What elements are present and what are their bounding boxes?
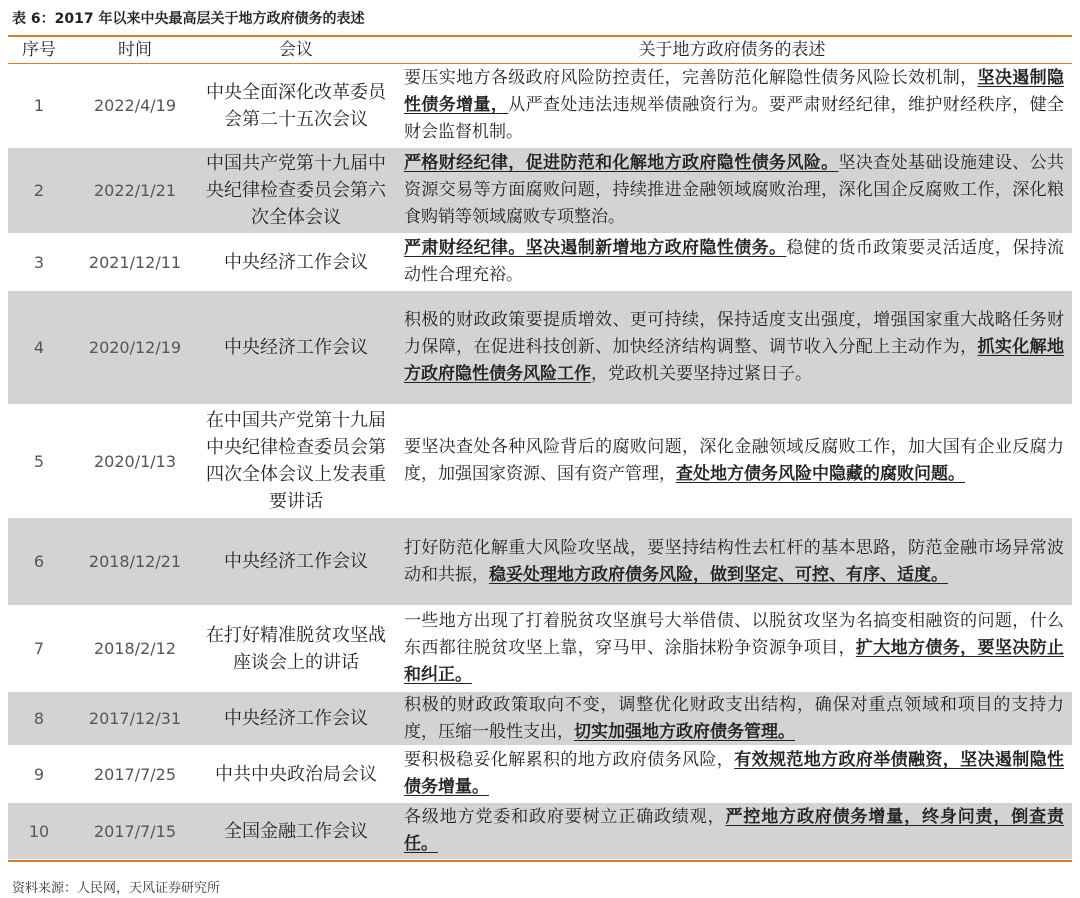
row-meeting: 中央经济工作会议 [224, 337, 368, 358]
table-row [8, 803, 1072, 860]
statement-emphasis: 查处地方债务风险中隐藏的腐败问题。 [676, 464, 965, 484]
row-statement [392, 606, 1072, 691]
row-num: 4 [33, 338, 45, 357]
row-meeting: 全国金融工作会议 [224, 820, 368, 842]
row-num: 5 [33, 451, 45, 471]
statement-emphasis: 抓实化解地方政府隐性债务风险工作 [404, 337, 1065, 384]
table-body [8, 64, 1072, 860]
header-statement: 关于地方政府债务的表述 [638, 40, 826, 60]
row-statement [392, 692, 1072, 745]
statement-emphasis: 坚决遏制隐性债务增量， [404, 68, 1065, 115]
statement-emphasis: 严控地方政府债务增量，终身问责，倒查责任。 [404, 807, 1064, 854]
row-date: 2018/12/21 [88, 552, 182, 571]
row-meeting: 中央经济工作会议 [224, 551, 368, 572]
table-row [8, 692, 1072, 746]
statement-emphasis: 严格财经纪律，促进防范和化解地方政府隐性债务风险。 [404, 153, 839, 173]
row-meeting: 中央全面深化改革委员会第二十五次会议 [206, 81, 386, 130]
row-statement [392, 405, 1072, 517]
row-num: 9 [33, 764, 45, 784]
statement-text: 从严查处违法违规举债融资行为。要严肃财经纪律，维护财经秩序，健全财会监督机制。 [404, 95, 1065, 142]
row-date: 2021/12/11 [88, 252, 182, 272]
row-date: 2017/7/25 [93, 764, 177, 784]
header-num: 序号 [22, 40, 56, 60]
statement-emphasis: 有效规范地方政府举债融资，坚决遏制隐性债务增量。 [404, 750, 1065, 797]
table-row [8, 64, 1072, 148]
table-header [8, 37, 1072, 64]
row-date: 2022/4/19 [93, 96, 177, 115]
row-statement [392, 803, 1072, 859]
row-meeting: 在打好精准脱贫攻坚战座谈会上的讲话 [206, 624, 386, 673]
row-date: 2017/12/31 [88, 709, 182, 728]
statement-text: 各级地方党委和政府要树立正确政绩观， [404, 807, 726, 827]
row-meeting: 中共中央政治局会议 [215, 763, 377, 785]
header-date: 时间 [118, 40, 152, 60]
row-date: 2022/1/21 [93, 181, 177, 200]
statement-emphasis: 严肃财经纪律。坚决遏制新增地方政府隐性债务。 [404, 238, 787, 258]
row-statement [392, 234, 1072, 290]
statement-emphasis: 稳妥处理地方政府债务风险，做到坚定、可控、有序、适度。 [489, 564, 948, 585]
row-meeting: 在中国共产党第十九届中央纪律检查委员会第四次全体会议上发表重要讲话 [206, 410, 386, 512]
row-num: 7 [33, 639, 45, 658]
table-row [8, 518, 1072, 606]
statement-text: 要积极稳妥化解累积的地方政府债务风险， [404, 750, 735, 770]
header-meeting: 会议 [279, 40, 313, 60]
row-meeting: 中国共产党第十九届中央纪律检查委员会第六次全体会议 [206, 153, 386, 228]
row-statement [392, 518, 1072, 605]
row-date: 2020/1/13 [93, 451, 177, 471]
row-statement [392, 148, 1072, 233]
statement-text: ，党政机关要坚持过紧日子。 [591, 364, 812, 384]
row-num: 1 [33, 96, 45, 115]
table-row [8, 291, 1072, 405]
row-meeting: 中央经济工作会议 [224, 251, 368, 273]
row-meeting: 中央经济工作会议 [224, 708, 368, 729]
statement-text: 打好防范化解重大风险攻坚战，要坚持结构性去杠杆的基本思路，防范金融市场异常波动和共振， [404, 537, 1064, 585]
statement-text: 稳健的货币政策要灵活适度，保持流动性合理充裕。 [404, 238, 1065, 285]
statement-text: 一些地方出现了打着脱贫攻坚旗号大举借债、以脱贫攻坚为名搞变相融资的问题，什么东西都往脱贫攻坚上靠，穿马甲、涂脂抹粉争资源争项目， [404, 611, 1064, 658]
table-row [8, 148, 1072, 234]
statement-text: 积极的财政政策取向不变，调整优化财政支出结构，确保对重点领域和项目的支持力度，压缩一般性支出， [404, 694, 1064, 742]
row-statement [392, 746, 1072, 802]
row-date: 2018/2/12 [93, 639, 177, 658]
statement-text: 要坚决查处各种风险背后的腐败问题，深化金融领域反腐败工作，加大国有企业反腐力度，加强国家资源、国有资产管理， [404, 437, 1064, 484]
statement-emphasis: 切实加强地方政府债务管理。 [574, 721, 795, 742]
statement-text: 积极的财政政策要提质增效、更可持续，保持适度支出强度，增强国家重大战略任务财力保障，在促进科技创新、加快经济结构调整、调节收入分配上主动作为， [404, 310, 1064, 357]
statement-text: 要压实地方各级政府风险防控责任，完善防范化解隐性债务风险长效机制， [404, 68, 978, 88]
row-num: 2 [33, 181, 45, 200]
row-statement [392, 64, 1072, 147]
statement-emphasis: 扩大地方债务，要坚决防止和纠正。 [404, 638, 1065, 685]
row-date: 2020/12/19 [88, 338, 182, 357]
row-num: 3 [33, 252, 45, 272]
row-date: 2017/7/15 [93, 821, 177, 841]
statement-text: 坚决查处基础设施建设、公共资源交易等方面腐败问题，持续推进金融领域腐败治理，深化国企反腐败工作，深化粮食购销等领域腐败专项整治。 [404, 153, 1065, 227]
row-statement [392, 291, 1072, 404]
source-note: 资料来源：人民网，天风证券研究所 [12, 881, 221, 896]
table-row [8, 234, 1072, 291]
row-num: 10 [28, 821, 50, 841]
row-num: 8 [33, 709, 45, 728]
table-row [8, 405, 1072, 518]
debt-statements-table [8, 35, 1072, 862]
table-caption: 表 6：2017 年以来中央最高层关于地方政府债务的表述 [12, 11, 365, 27]
table-row [8, 606, 1072, 692]
row-num: 6 [33, 552, 45, 571]
table-row [8, 746, 1072, 803]
